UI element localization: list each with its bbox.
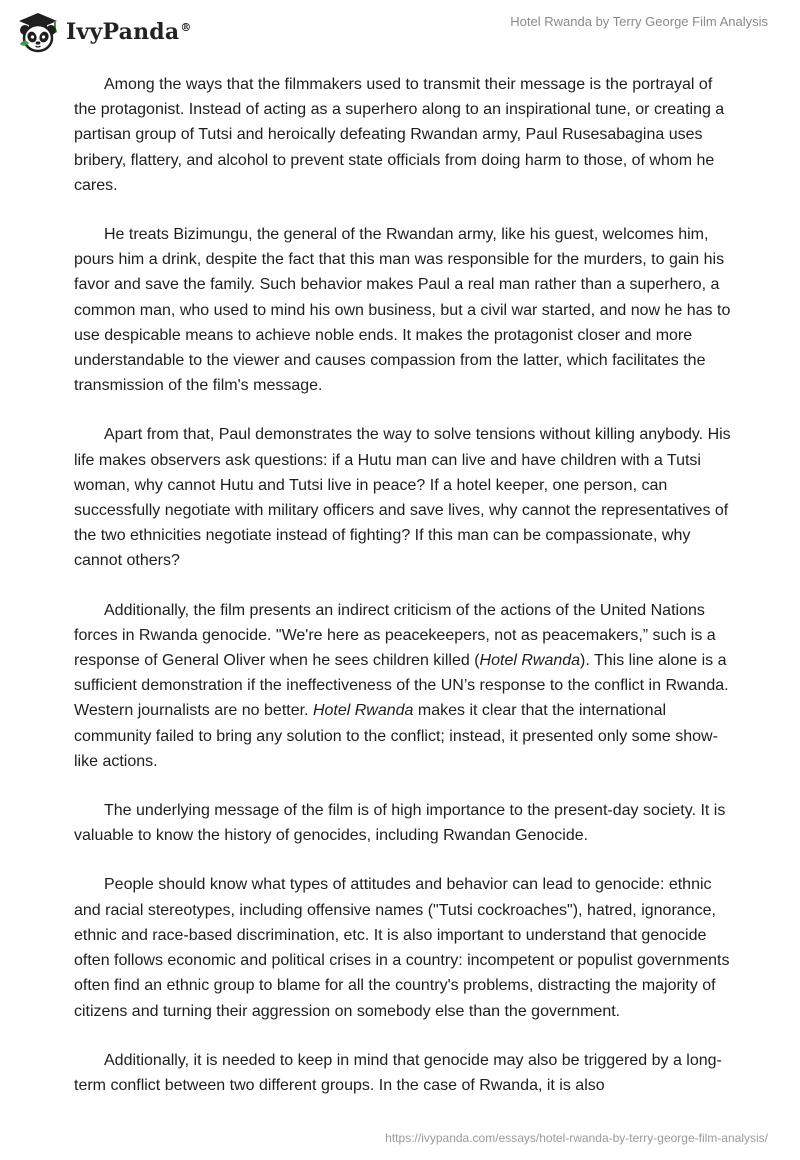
paragraph [74,598,734,774]
registered-mark: ® [180,20,192,34]
film-title-italic: Hotel Rwanda [312,702,414,720]
paragraph: Apart from that, Paul demonstrates the way to solve tensions without killing anybody. His life makes observers ask questions: if a Hutu man can live and have children with a Tutsi woman, why cannot Hutu and Tutsi live in peace? If a hotel keeper, one person, can successfully negotiate with military officers and save lives, why cannot the representatives of the two ethnicities negotiate instead of fighting? If this man can be compassionate, why cannot others? [74,426,731,570]
paragraph: He treats Bizimungu, the general of the Rwandan army, like his guest, welcomes him, pours him a drink, despite the fact that this man was responsible for the murders, to gain his favor and save the family. Such behavior makes Paul a real man rather than a superhero, a common man, who used to mind his own business, but a civil war started, and now he has to use despicable means to achieve noble ends. It makes the protagonist closer and more understandable to the viewer and causes compassion from the latter, which facilitates the transmission of the film's message. [74,226,731,395]
logo-text: IvyPanda [66,19,180,45]
document-title: Hotel Rwanda by Terry George Film Analysis [510,14,768,29]
paragraph-text: ). This line alone is a sufficient demonstration if the ineffectiveness of the UN’s response to the conflict in Rwanda. Western journalists are no better. [74,652,729,720]
paragraph: Additionally, it is needed to keep in mind that genocide may also be triggered by a long-term conflict between two different groups. In the case of Rwanda, it is also [74,1051,722,1094]
paragraph: People should know what types of attitudes and behavior can lead to genocide: ethnic and racial stereotypes, including offensive names ("Tutsi cockroaches"), hatred, ignorance, ethnic and race-based discrimination, etc. It is also important to understand that genocide often follows economic and political crises in a country: incompetent or populist governments often find an ethnic group to blame for all the country's problems, distracting the majority of citizens and turning their aggression on somebody else than the government. [74,876,730,1020]
paragraph-text: Additionally, the film presents an indirect criticism of the actions of the United Nations forces in Rwanda genocide. "We're here as peacekeepers, not as peacemakers,” such is a response of General Oliver when he sees children killed ( [74,601,716,670]
paragraph: The underlying message of the film is of high importance to the present-day society. It is valuable to know the history of genocides, including Rwandan Genocide. [74,802,726,845]
essay-body [74,72,734,1122]
paragraph-text: makes it clear that the international community failed to bring any solution to the conflict; instead, it presented only some show-like actions. [74,702,718,770]
film-title-italic: Hotel Rwanda [479,652,581,670]
logo-wordmark [66,19,192,45]
source-url[interactable]: https://ivypanda.com/essays/hotel-rwanda-by-terry-george-film-analysis/ [385,1131,768,1145]
panda-graduate-icon [16,10,60,54]
page-header [0,0,800,60]
paragraph: Among the ways that the filmmakers used to transmit their message is the portrayal of the protagonist. Instead of acting as a superhero along to an inspirational tune, or creating a partisan group of Tutsi and heroically defeating Rwandan army, Paul Rusesabagina uses bribery, flattery, and alcohol to prevent state officials from doing harm to those, of whom he cares. [74,76,725,194]
ivypanda-logo[interactable] [16,10,192,54]
